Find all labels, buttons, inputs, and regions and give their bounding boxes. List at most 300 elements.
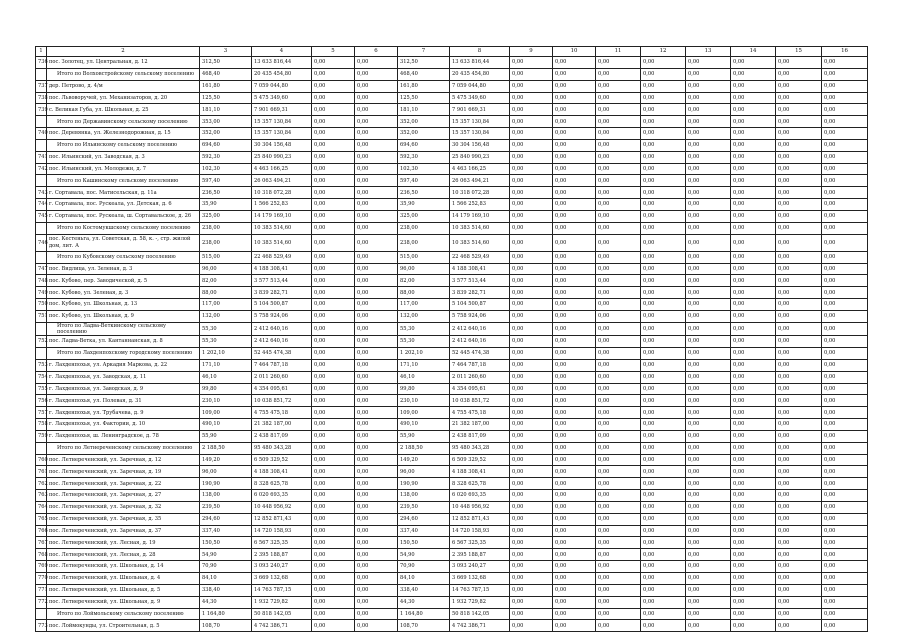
row-number: 771 [36, 584, 47, 596]
value-cell: 22 468 529,49 [450, 251, 510, 263]
value-cell: 0,00 [510, 371, 553, 383]
value-cell: 312,50 [398, 57, 450, 69]
value-cell: 0,00 [355, 620, 398, 632]
table-row [36, 336, 868, 348]
value-cell: 0,00 [822, 407, 868, 419]
value-cell: 0,00 [731, 287, 776, 299]
value-cell: 0,00 [596, 151, 641, 163]
value-cell: 0,00 [822, 620, 868, 632]
value-cell: 0,00 [686, 175, 731, 187]
address-cell: пос. Летнереченский, ул. Заречная, д. 32 [47, 501, 200, 513]
value-cell: 0,00 [776, 608, 822, 620]
value-cell: 0,00 [312, 275, 355, 287]
value-cell: 8 328 625,78 [450, 478, 510, 490]
value-cell: 0,00 [776, 175, 822, 187]
value-cell: 0,00 [553, 187, 596, 199]
value-cell: 0,00 [510, 549, 553, 561]
value-cell: 0,00 [510, 395, 553, 407]
value-cell: 1 566 252,83 [450, 199, 510, 211]
value-cell: 0,00 [596, 68, 641, 80]
value-cell: 0,00 [822, 478, 868, 490]
value-cell: 0,00 [312, 128, 355, 140]
value-cell: 0,00 [312, 80, 355, 92]
value-cell: 50 818 142,05 [252, 608, 312, 620]
value-cell: 0,00 [355, 596, 398, 608]
row-number [36, 322, 47, 335]
value-cell: 0,00 [641, 210, 686, 222]
value-cell: 0,00 [686, 128, 731, 140]
value-cell: 0,00 [641, 175, 686, 187]
value-cell: 337,40 [200, 525, 252, 537]
data-table [35, 46, 868, 632]
value-cell: 0,00 [510, 287, 553, 299]
value-cell: 0,00 [686, 139, 731, 151]
value-cell: 294,60 [398, 513, 450, 525]
value-cell: 0,00 [553, 549, 596, 561]
value-cell: 0,00 [686, 251, 731, 263]
value-cell: 0,00 [776, 263, 822, 275]
value-cell: 0,00 [312, 310, 355, 322]
value-cell: 0,00 [510, 187, 553, 199]
value-cell: 125,50 [398, 92, 450, 104]
value-cell: 0,00 [822, 151, 868, 163]
value-cell: 0,00 [731, 359, 776, 371]
value-cell: 55,30 [398, 322, 450, 335]
value-cell: 0,00 [510, 561, 553, 573]
value-cell: 0,00 [596, 234, 641, 251]
value-cell: 0,00 [776, 92, 822, 104]
row-number: 754 [36, 371, 47, 383]
value-cell: 0,00 [553, 442, 596, 454]
value-cell: 5 475 349,60 [450, 92, 510, 104]
value-cell: 3 669 132,68 [450, 573, 510, 585]
value-cell: 0,00 [731, 561, 776, 573]
value-cell: 50 818 142,05 [450, 608, 510, 620]
value-cell: 0,00 [312, 57, 355, 69]
table-row [36, 151, 868, 163]
value-cell: 238,00 [398, 234, 450, 251]
value-cell: 0,00 [641, 359, 686, 371]
value-cell: 0,00 [553, 454, 596, 466]
value-cell: 0,00 [355, 251, 398, 263]
subtotal-row [36, 116, 868, 128]
value-cell: 0,00 [776, 275, 822, 287]
value-cell: 0,00 [641, 347, 686, 359]
value-cell: 352,00 [200, 128, 252, 140]
row-number: 740 [36, 128, 47, 140]
value-cell: 0,00 [686, 442, 731, 454]
value-cell: 0,00 [553, 234, 596, 251]
table-row [36, 620, 868, 632]
value-cell: 0,00 [822, 442, 868, 454]
value-cell: 1 164,80 [200, 608, 252, 620]
value-cell: 0,00 [776, 210, 822, 222]
value-cell: 0,00 [731, 371, 776, 383]
value-cell: 0,00 [596, 104, 641, 116]
value-cell: 2 438 817,09 [252, 430, 312, 442]
value-cell: 95 480 343,28 [252, 442, 312, 454]
value-cell: 0,00 [312, 478, 355, 490]
value-cell: 0,00 [553, 139, 596, 151]
row-number: 746 [36, 234, 47, 251]
address-cell: пос. Ильинский, ул. Заводская, д. 3 [47, 151, 200, 163]
value-cell: 0,00 [641, 442, 686, 454]
value-cell: 0,00 [553, 478, 596, 490]
value-cell: 0,00 [686, 199, 731, 211]
value-cell: 82,00 [398, 275, 450, 287]
value-cell: 0,00 [776, 454, 822, 466]
value-cell: 99,80 [200, 383, 252, 395]
value-cell: 1 932 729,82 [252, 596, 312, 608]
value-cell: 0,00 [731, 336, 776, 348]
value-cell: 0,00 [822, 275, 868, 287]
value-cell: 0,00 [776, 234, 822, 251]
value-cell: 0,00 [355, 525, 398, 537]
value-cell: 592,30 [200, 151, 252, 163]
value-cell: 0,00 [776, 104, 822, 116]
value-cell: 0,00 [312, 163, 355, 175]
address-cell: пос. Летнереченский, ул. Школьная, д. 4 [47, 573, 200, 585]
value-cell: 0,00 [776, 139, 822, 151]
value-cell: 10 383 514,60 [252, 234, 312, 251]
value-cell: 14 763 787,15 [252, 584, 312, 596]
value-cell: 0,00 [776, 383, 822, 395]
value-cell: 0,00 [355, 466, 398, 478]
value-cell: 0,00 [686, 454, 731, 466]
value-cell: 0,00 [312, 371, 355, 383]
value-cell: 0,00 [355, 210, 398, 222]
value-cell: 5 104 500,87 [252, 299, 312, 311]
value-cell: 0,00 [312, 263, 355, 275]
column-header-15: 15 [776, 47, 822, 57]
value-cell: 0,00 [822, 199, 868, 211]
value-cell: 0,00 [510, 322, 553, 335]
value-cell: 694,60 [200, 139, 252, 151]
value-cell: 2 412 640,16 [450, 336, 510, 348]
value-cell: 1 164,80 [398, 608, 450, 620]
value-cell: 490,10 [398, 419, 450, 431]
value-cell: 0,00 [596, 251, 641, 263]
value-cell: 0,00 [641, 513, 686, 525]
value-cell: 468,40 [200, 68, 252, 80]
value-cell: 0,00 [596, 371, 641, 383]
value-cell: 0,00 [822, 128, 868, 140]
value-cell: 0,00 [731, 187, 776, 199]
value-cell: 0,00 [776, 478, 822, 490]
row-number: 765 [36, 513, 47, 525]
value-cell: 0,00 [355, 419, 398, 431]
value-cell: 70,90 [398, 561, 450, 573]
value-cell: 0,00 [510, 478, 553, 490]
value-cell: 0,00 [776, 407, 822, 419]
value-cell: 0,00 [510, 347, 553, 359]
value-cell: 0,00 [686, 263, 731, 275]
value-cell: 0,00 [731, 454, 776, 466]
value-cell: 10 448 956,92 [450, 501, 510, 513]
value-cell: 30 304 156,48 [252, 139, 312, 151]
value-cell: 0,00 [731, 466, 776, 478]
value-cell: 0,00 [641, 596, 686, 608]
value-cell: 0,00 [510, 584, 553, 596]
address-cell: пос. Видлица, ул. Зеленая, д. 3 [47, 263, 200, 275]
value-cell: 0,00 [553, 104, 596, 116]
table-row [36, 210, 868, 222]
value-cell: 0,00 [596, 478, 641, 490]
value-cell: 0,00 [355, 139, 398, 151]
address-cell: г. Лахденпохья, ул. Фактории, д. 10 [47, 419, 200, 431]
value-cell: 52 445 474,38 [252, 347, 312, 359]
value-cell: 0,00 [355, 608, 398, 620]
value-cell: 0,00 [312, 336, 355, 348]
value-cell: 0,00 [686, 525, 731, 537]
value-cell: 0,00 [355, 222, 398, 234]
value-cell: 0,00 [822, 104, 868, 116]
value-cell: 0,00 [776, 371, 822, 383]
row-number: 750 [36, 299, 47, 311]
column-header-6: 6 [355, 47, 398, 57]
row-number: 744 [36, 199, 47, 211]
value-cell: 0,00 [510, 466, 553, 478]
value-cell: 0,00 [776, 395, 822, 407]
value-cell: 0,00 [596, 322, 641, 335]
value-cell: 0,00 [553, 347, 596, 359]
row-number: 738 [36, 92, 47, 104]
value-cell: 0,00 [510, 222, 553, 234]
value-cell: 0,00 [553, 430, 596, 442]
value-cell: 13 633 816,44 [252, 57, 312, 69]
value-cell: 0,00 [822, 251, 868, 263]
value-cell: 0,00 [686, 419, 731, 431]
table-row [36, 501, 868, 513]
table-row [36, 430, 868, 442]
value-cell: 0,00 [686, 430, 731, 442]
value-cell: 468,40 [398, 68, 450, 80]
value-cell: 181,10 [200, 104, 252, 116]
subtotal-row [36, 222, 868, 234]
value-cell: 0,00 [355, 430, 398, 442]
value-cell: 0,00 [312, 210, 355, 222]
value-cell: 352,00 [398, 116, 450, 128]
value-cell: 0,00 [686, 561, 731, 573]
value-cell: 0,00 [312, 608, 355, 620]
value-cell: 0,00 [553, 561, 596, 573]
value-cell: 0,00 [510, 442, 553, 454]
value-cell: 0,00 [510, 537, 553, 549]
value-cell: 0,00 [312, 199, 355, 211]
value-cell: 0,00 [553, 175, 596, 187]
value-cell: 0,00 [510, 57, 553, 69]
table-row [36, 359, 868, 371]
value-cell: 0,00 [686, 608, 731, 620]
value-cell: 0,00 [553, 151, 596, 163]
value-cell: 0,00 [355, 336, 398, 348]
value-cell: 0,00 [641, 537, 686, 549]
address-cell: пос. Летнереченский, ул. Заречная, д. 35 [47, 513, 200, 525]
table-row [36, 537, 868, 549]
value-cell: 0,00 [355, 275, 398, 287]
column-header-11: 11 [596, 47, 641, 57]
value-cell: 0,00 [641, 478, 686, 490]
value-cell: 55,30 [200, 322, 252, 335]
value-cell: 3 093 240,27 [252, 561, 312, 573]
row-number: 772 [36, 596, 47, 608]
value-cell: 337,40 [398, 525, 450, 537]
value-cell: 0,00 [641, 620, 686, 632]
value-cell: 338,40 [200, 584, 252, 596]
value-cell: 0,00 [596, 128, 641, 140]
value-cell: 230,10 [398, 395, 450, 407]
address-cell: с. Великая Губа, ул. Школьная, д. 25 [47, 104, 200, 116]
address-cell: г. Лахденпохья, ул. Полевая, д. 31 [47, 395, 200, 407]
value-cell: 0,00 [553, 310, 596, 322]
value-cell: 5 104 500,87 [450, 299, 510, 311]
value-cell: 0,00 [553, 596, 596, 608]
value-cell: 0,00 [596, 359, 641, 371]
value-cell: 7 901 669,31 [450, 104, 510, 116]
value-cell: 238,00 [200, 222, 252, 234]
value-cell: 25 840 990,23 [252, 151, 312, 163]
table-row [36, 490, 868, 502]
row-number: 747 [36, 263, 47, 275]
value-cell: 190,90 [398, 478, 450, 490]
value-cell: 2 438 817,09 [450, 430, 510, 442]
column-header-3: 3 [200, 47, 252, 57]
value-cell: 0,00 [731, 210, 776, 222]
value-cell: 0,00 [596, 490, 641, 502]
value-cell: 294,60 [200, 513, 252, 525]
value-cell: 0,00 [822, 175, 868, 187]
value-cell: 0,00 [596, 584, 641, 596]
value-cell: 2 395 188,87 [450, 549, 510, 561]
value-cell: 0,00 [686, 80, 731, 92]
value-cell: 0,00 [776, 466, 822, 478]
value-cell: 102,30 [398, 163, 450, 175]
value-cell: 109,00 [398, 407, 450, 419]
subtotal-label: Итого по Ладва-Веткинскому сельскому поселению [47, 322, 200, 335]
row-number: 749 [36, 287, 47, 299]
value-cell: 0,00 [641, 608, 686, 620]
address-cell: пос. Летнереченский, ул. Школьная, д. 5 [47, 584, 200, 596]
value-cell: 10 038 851,72 [252, 395, 312, 407]
value-cell: 0,00 [553, 57, 596, 69]
value-cell: 0,00 [355, 116, 398, 128]
value-cell: 0,00 [510, 419, 553, 431]
value-cell: 132,00 [200, 310, 252, 322]
value-cell: 0,00 [510, 92, 553, 104]
address-cell: пос. Летнереченский, ул. Заречная, д. 27 [47, 490, 200, 502]
column-header-5: 5 [312, 47, 355, 57]
value-cell: 0,00 [553, 299, 596, 311]
value-cell: 0,00 [686, 573, 731, 585]
subtotal-label: Итого по Лахденпохскому городскому поселению [47, 347, 200, 359]
row-number: 739 [36, 104, 47, 116]
value-cell: 0,00 [641, 199, 686, 211]
column-header-13: 13 [686, 47, 731, 57]
value-cell: 44,30 [398, 596, 450, 608]
value-cell: 0,00 [641, 584, 686, 596]
value-cell: 138,00 [200, 490, 252, 502]
value-cell: 0,00 [596, 430, 641, 442]
row-number: 764 [36, 501, 47, 513]
value-cell: 0,00 [355, 359, 398, 371]
value-cell: 325,00 [398, 210, 450, 222]
value-cell: 0,00 [355, 287, 398, 299]
address-cell: пос. Кестеньга, ул. Советская, д. 58, к. -, стр. жилой дом, лит. А [47, 234, 200, 251]
value-cell: 0,00 [686, 92, 731, 104]
value-cell: 0,00 [731, 299, 776, 311]
value-cell: 0,00 [553, 222, 596, 234]
value-cell: 96,00 [398, 263, 450, 275]
value-cell: 181,10 [398, 104, 450, 116]
value-cell: 592,30 [398, 151, 450, 163]
value-cell: 0,00 [553, 584, 596, 596]
value-cell: 0,00 [553, 573, 596, 585]
value-cell: 0,00 [686, 501, 731, 513]
value-cell: 0,00 [312, 466, 355, 478]
value-cell: 0,00 [641, 139, 686, 151]
row-number [36, 116, 47, 128]
value-cell: 96,00 [200, 466, 252, 478]
value-cell: 0,00 [553, 513, 596, 525]
value-cell: 0,00 [312, 525, 355, 537]
column-header-9: 9 [510, 47, 553, 57]
value-cell: 0,00 [596, 222, 641, 234]
address-cell: пос. Лоймокунды, ул. Строительная, д. 5 [47, 620, 200, 632]
row-number: 753 [36, 359, 47, 371]
value-cell: 0,00 [686, 490, 731, 502]
table-row [36, 383, 868, 395]
table-row [36, 395, 868, 407]
value-cell: 88,00 [200, 287, 252, 299]
table-row [36, 549, 868, 561]
value-cell: 0,00 [355, 371, 398, 383]
value-cell: 161,80 [398, 80, 450, 92]
value-cell: 0,00 [641, 419, 686, 431]
value-cell: 4 354 095,61 [252, 383, 312, 395]
value-cell: 117,00 [398, 299, 450, 311]
value-cell: 239,50 [398, 501, 450, 513]
value-cell: 1 566 252,83 [252, 199, 312, 211]
value-cell: 0,00 [510, 175, 553, 187]
value-cell: 238,00 [200, 234, 252, 251]
value-cell: 0,00 [776, 501, 822, 513]
value-cell: 0,00 [822, 608, 868, 620]
value-cell: 515,00 [200, 251, 252, 263]
value-cell: 35,90 [200, 199, 252, 211]
value-cell: 0,00 [822, 210, 868, 222]
value-cell: 3 577 513,44 [450, 275, 510, 287]
value-cell: 95 480 343,28 [450, 442, 510, 454]
table-row [36, 187, 868, 199]
value-cell: 0,00 [596, 116, 641, 128]
value-cell: 88,00 [398, 287, 450, 299]
value-cell: 0,00 [776, 222, 822, 234]
value-cell: 161,80 [200, 80, 252, 92]
subtotal-row [36, 347, 868, 359]
value-cell: 0,00 [596, 608, 641, 620]
value-cell: 55,90 [200, 430, 252, 442]
table-row [36, 478, 868, 490]
value-cell: 0,00 [822, 395, 868, 407]
row-number: 757 [36, 407, 47, 419]
value-cell: 0,00 [553, 263, 596, 275]
value-cell: 22 468 529,49 [252, 251, 312, 263]
value-cell: 99,80 [398, 383, 450, 395]
value-cell: 0,00 [355, 92, 398, 104]
value-cell: 0,00 [641, 573, 686, 585]
table-row [36, 163, 868, 175]
value-cell: 0,00 [510, 525, 553, 537]
